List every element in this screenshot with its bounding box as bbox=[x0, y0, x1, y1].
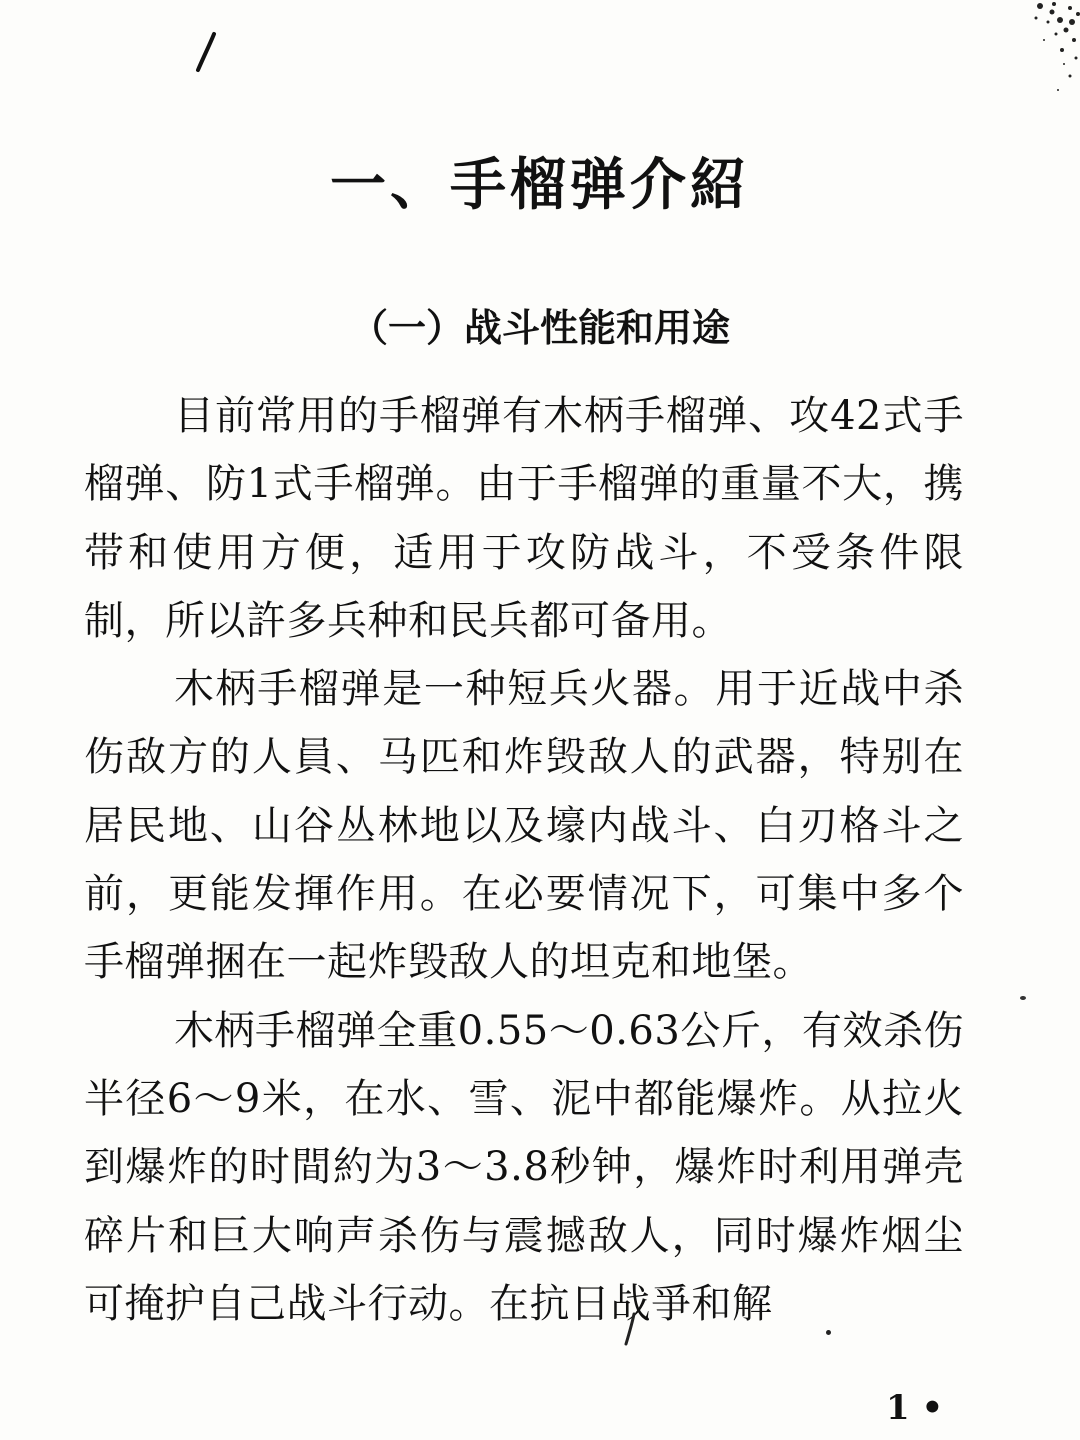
paragraph-3: 木柄手榴弹全重0.55～0.63公斤，有效杀伤半径6～9米，在水、雪、泥中都能爆炸。从拉火到爆炸的时間約为3～3.8秒钟，爆炸时利用弹壳碎片和巨大响声杀伤与震撼敌人，同时爆炸烟尘可掩护自己战斗行动。在抗日战爭和解 bbox=[84, 1007, 964, 1327]
chapter-title: 一、手榴弹介紹 bbox=[330, 152, 750, 218]
paragraph-2: 木柄手榴弹是一种短兵火器。用于近战中杀伤敌方的人員、马匹和炸毁敌人的武器，特别在居民地、山谷丛林地以及壕内战斗、白刃格斗之前，更能发揮作用。在必要情况下，可集中多个手榴弹捆在一起炸毁敌人的坦克和地堡。 bbox=[84, 666, 964, 986]
section-title: （一）战斗性能和用途 bbox=[349, 306, 730, 350]
page-number: 1 • bbox=[886, 1388, 944, 1428]
body-text bbox=[84, 382, 964, 1338]
ink-dot bbox=[826, 1330, 831, 1335]
scan-noise-corner bbox=[1000, 0, 1080, 110]
handwritten-tick-mark bbox=[620, 1312, 640, 1346]
handwritten-stroke-mark bbox=[192, 30, 222, 74]
paragraph-1: 目前常用的手榴弹有木柄手榴弹、攻42式手榴弹、防1式手榴弹。由于手榴弹的重量不大，携带和使用方便，适用于攻防战斗，不受条件限制，所以許多兵种和民兵都可备用。 bbox=[84, 393, 964, 644]
ink-dot bbox=[1020, 996, 1026, 1000]
